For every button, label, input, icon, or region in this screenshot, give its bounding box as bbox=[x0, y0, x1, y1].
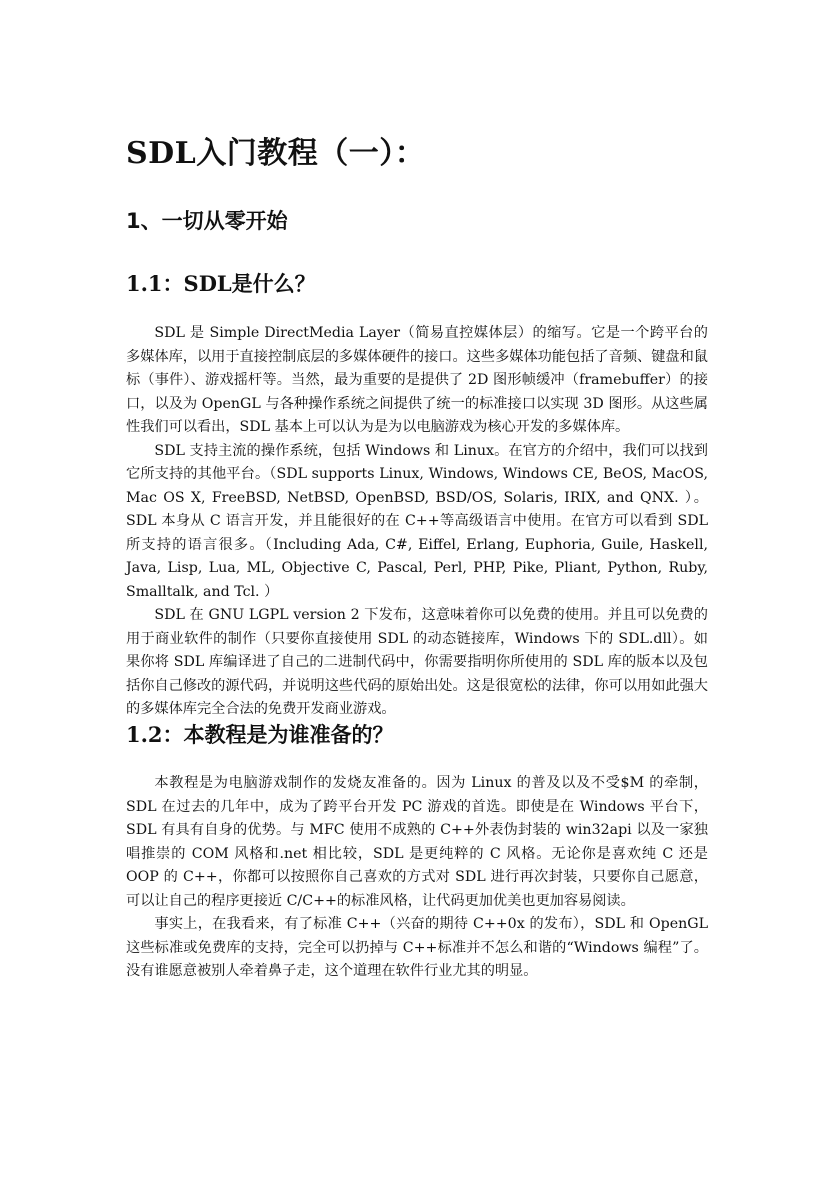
section-heading-1-1: 1.1：SDL是什么？ bbox=[126, 271, 316, 296]
section-body-1-1 bbox=[126, 322, 708, 722]
paragraph: 本教程是为电脑游戏制作的发烧友准备的。因为 Linux 的普及以及不受$M 的牵制，SDL 在过去的几年中，成为了跨平台开发 PC 游戏的首选。即使是在 Windows 平台下，SDL 有具有自身的优势。与 MFC 使用不成熟的 C++外表伪封装的 win32api 以及一家独唱推崇的 COM 风格和.net 相比较，SDL 是更纯粹的 C 风格。无论你是喜欢纯 C 还是 OOP 的 C++，你都可以按照你自己喜欢的方式对 SDL 进行再次封装，只要你自己愿意，可以让自己的程序更接近 C/C++的标准风格，让代码更加优美也更加容易阅读。 bbox=[126, 775, 708, 909]
paragraph: 事实上，在我看来，有了标准 C++（兴奋的期待 C++0x 的发布），SDL 和 OpenGL 这些标准或免费库的支持，完全可以扔掉与 C++标准并不怎么和谐的“Windows 编程”了。没有谁愿意被别人牵着鼻子走，这个道理在软件行业尤其的明显。 bbox=[126, 916, 708, 979]
section-body-1-2 bbox=[126, 772, 708, 984]
paragraph: SDL 在 GNU LGPL version 2 下发布，这意味着你可以免费的使用。并且可以免费的用于商业软件的制作（只要你直接使用 SDL 的动态链接库，Windows 下的 SDL.dll）。如果你将 SDL 库编译进了自己的二进制代码中，你需要指明你所使用的 SDL 库的版本以及包括你自己修改的源代码，并说明这些代码的原始出处。这是很宽松的法律，你可以用如此强大的多媒体库完全合法的免费开发商业游戏。 bbox=[126, 607, 708, 717]
paragraph: SDL 是 Simple DirectMedia Layer（简易直控媒体层）的缩写。它是一个跨平台的多媒体库，以用于直接控制底层的多媒体硬件的接口。这些多媒体功能包括了音频、键盘和鼠标（事件）、游戏摇杆等。当然，最为重要的是提供了 2D 图形帧缓冲（framebuffer）的接口，以及为 OpenGL 与各种操作系统之间提供了统一的标准接口以实现 3D 图形。从这些属性我们可以看出，SDL 基本上可以认为是为以电脑游戏为核心开发的多媒体库。 bbox=[126, 325, 708, 435]
section-heading-1-2: 1.2：本教程是为谁准备的？ bbox=[126, 722, 394, 747]
paragraph: SDL 支持主流的操作系统，包括 Windows 和 Linux。在官方的介绍中，我们可以找到它所支持的其他平台。（SDL supports Linux, Windows, Windows CE, BeOS, MacOS, Mac OS X, FreeBSD, NetBSD, OpenBSD, BSD/OS, Solaris, IRIX, and QNX. ）。SDL 本身从 C 语言开发，并且能很好的在 C++等高级语言中使用。在官方可以看到 SDL 所支持的语言很多。（Including Ada, C#, Eiffel, Erlang, Euphoria, Guile, Haskell, Java, Lisp, Lua, ML, Objective C, Pascal, Perl, PHP, Pike, Pliant, Python, Ruby, Smalltalk, and Tcl. ） bbox=[126, 442, 708, 600]
document-title: SDL入门教程（一）： bbox=[126, 136, 426, 171]
chapter-heading: 1、一切从零开始 bbox=[126, 209, 288, 233]
